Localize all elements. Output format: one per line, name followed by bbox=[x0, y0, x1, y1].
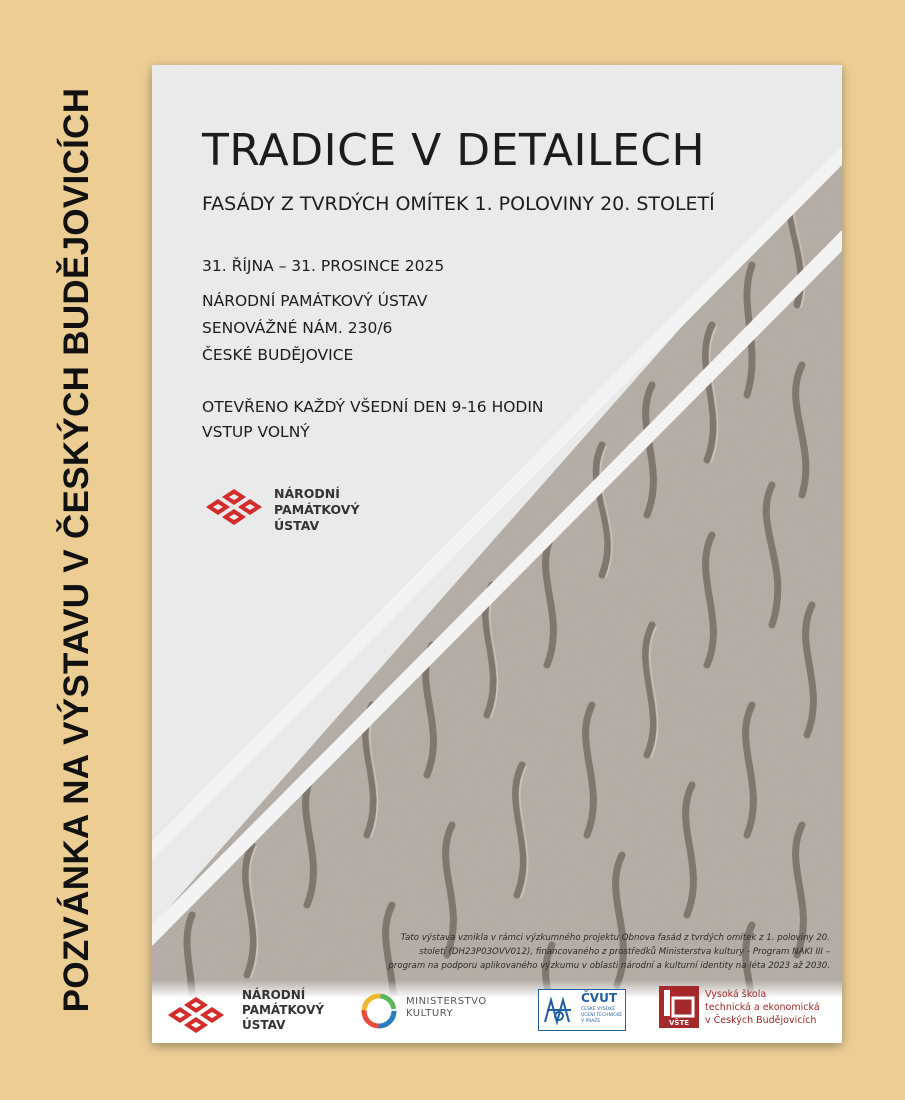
vste-line: technická a ekonomická bbox=[705, 1002, 820, 1013]
vste-mark: VŠTE bbox=[668, 1019, 689, 1027]
vste-line: v Českých Budějovicích bbox=[705, 1015, 817, 1026]
credits-line: století (DH23P03OVV012), financovaného z prostředků Ministerstva kultury - Program NAKI III – bbox=[419, 947, 830, 957]
poster-title: TRADICE V DETAILECH bbox=[202, 125, 706, 176]
cvut-emblem-icon bbox=[541, 992, 577, 1028]
cvut-small-line: ČESKÉ VYSOKÉ bbox=[581, 1007, 616, 1012]
cvut-small-text bbox=[581, 1007, 622, 1025]
cvut-logo bbox=[538, 989, 626, 1031]
funding-credits bbox=[350, 931, 830, 973]
ministry-of-culture-text bbox=[406, 996, 487, 1020]
venue-line-2: SENOVÁŽNÉ NÁM. 230/6 bbox=[202, 319, 393, 337]
credits-line: Tato výstava vznikla v rámci výzkumného projektu Obnova fasád z tvrdých omítek z 1. poloviny 20. bbox=[400, 933, 830, 943]
exhibition-dates: 31. ŘÍJNA – 31. PROSINCE 2025 bbox=[202, 257, 445, 275]
opening-hours: OTEVŘENO KAŽDÝ VŠEDNÍ DEN 9-16 HODIN bbox=[202, 398, 544, 416]
npu-footer-line: NÁRODNÍ bbox=[242, 988, 306, 1002]
credits-line: program na podporu aplikovaného výzkumu v oblasti národní a kulturní identity na léta 2023 až 2030. bbox=[388, 961, 830, 971]
npu-logo-line: ÚSTAV bbox=[274, 518, 320, 533]
ministry-of-culture-logo-icon bbox=[360, 992, 398, 1030]
cvut-small-line: UČENÍ TECHNICKÉ bbox=[581, 1013, 623, 1018]
admission-info: VSTUP VOLNÝ bbox=[202, 423, 310, 441]
cvut-label: ČVUT bbox=[581, 991, 618, 1005]
npu-footer-logo-icon bbox=[166, 995, 226, 1039]
npu-footer-line: PAMÁTKOVÝ bbox=[242, 1003, 325, 1017]
venue-line-1: NÁRODNÍ PAMÁTKOVÝ ÚSTAV bbox=[202, 292, 428, 310]
vste-logo bbox=[659, 986, 699, 1028]
poster-subtitle: FASÁDY Z TVRDÝCH OMÍTEK 1. POLOVINY 20. STOLETÍ bbox=[202, 193, 715, 215]
exhibition-poster bbox=[152, 65, 842, 1043]
partner-logos-footer bbox=[152, 980, 842, 1043]
npu-logo-line: NÁRODNÍ bbox=[274, 486, 340, 501]
cvut-small-line: V PRAZE bbox=[581, 1019, 601, 1024]
venue-line-3: ČESKÉ BUDĚJOVICE bbox=[202, 346, 354, 364]
side-title: POZVÁNKA NA VÝSTAVU V ČESKÝCH BUDĚJOVICÍCH bbox=[57, 87, 96, 1013]
npu-footer-text bbox=[242, 988, 324, 1033]
vste-text bbox=[705, 988, 820, 1027]
npu-footer-line: ÚSTAV bbox=[242, 1018, 286, 1032]
mk-line: MINISTERSTVO bbox=[406, 996, 487, 1007]
npu-logo-text bbox=[274, 486, 360, 534]
mk-line: KULTURY bbox=[406, 1008, 454, 1019]
npu-logo-line: PAMÁTKOVÝ bbox=[274, 502, 360, 517]
vste-line: Vysoká škola bbox=[705, 989, 767, 1000]
npu-logo-icon bbox=[204, 487, 264, 531]
